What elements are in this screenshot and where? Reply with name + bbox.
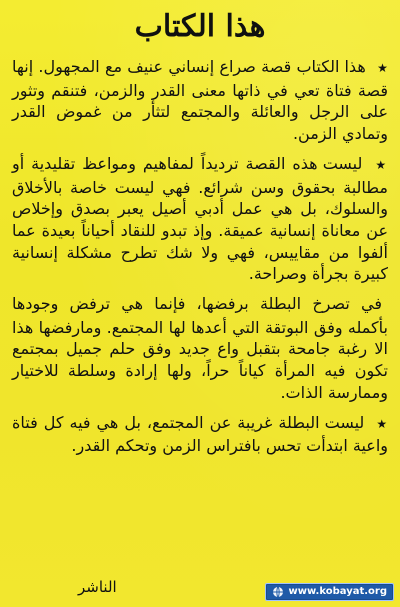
publisher-signature: الناشر	[78, 578, 117, 596]
website-url: www.kobayat.org	[288, 586, 387, 597]
star-bullet-icon: ★	[376, 416, 388, 431]
page-title: هذا الكتاب	[134, 9, 266, 44]
paragraph-text: ليست هذه القصة ترديداً لمفاهيم ومواعظ تقليدية أو مطالبة بحقوق وسن شرائع. فهي ليست خاصة بالأخلاق والسلوك، بل هي عمل أدبي أصيل يعبر بصدق وإخلاص عن معاناة إنسانية عميقة. وإذ تبدو للنقاد أحياناً بعيدة عما ألفوا من مقاييس، فهي ولا شك تطرح مشكلة إنسانية كبيرة بجرأة وصراحة.	[12, 153, 388, 284]
globe-icon	[272, 586, 284, 598]
star-bullet-icon: ★	[377, 61, 389, 75]
paragraph-text: في تصرخ البطلة برفضها، فإنما هي ترفض وجودها بأكمله وفق البوتقة التي أعدها لها المجتمع. ومارفضها هذا الا رغبة جامحة بتقبل واع جديد وفق حلم جميل بمجتمع تكون فيه المرأة كياناً حراً، ولها إرادة وسلطة للاختيار وممارسة الذات.	[12, 294, 388, 402]
paragraph-3	[12, 293, 388, 404]
star-bullet-icon: ★	[375, 157, 388, 172]
paragraph-text: ليست البطلة غريبة عن المجتمع، بل هي فيه كل فتاة واعية ابتدأت تحس بافتراس الزمن وتحكم القدر.	[12, 412, 388, 456]
paragraph-1	[12, 56, 388, 145]
document-body	[12, 56, 388, 589]
website-link[interactable]	[265, 583, 394, 601]
paragraph-4	[12, 412, 388, 457]
paragraph-text: هذا الكتاب قصة صراع إنساني عنيف مع المجهول. إنها قصة فتاة تعي في ذاتها معنى القدر والزمن، فتنقم وتثور على الرجل والعائلة والمجتمع لتثأر من غموض القدر وتمادي الزمن.	[12, 57, 388, 144]
paragraph-2	[12, 153, 388, 285]
